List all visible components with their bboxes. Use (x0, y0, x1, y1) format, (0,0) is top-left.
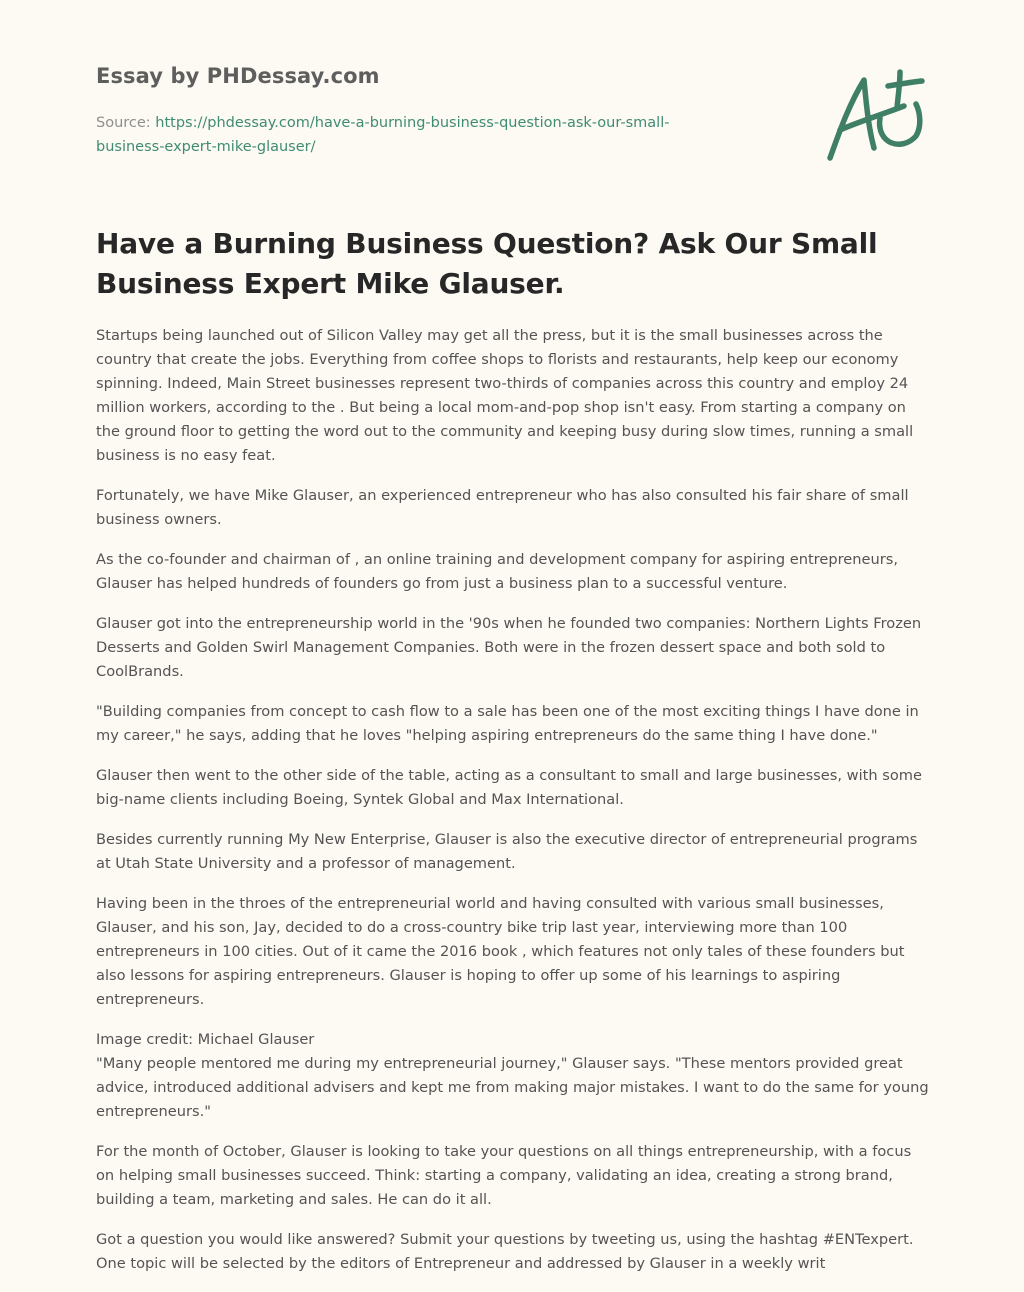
paragraph: "Many people mentored me during my entrepreneurial journey," Glauser says. "These mentors provided great advice, introduced additional advisers and kept me from making major mistakes. I want to do the same for young entrepreneurs." (96, 1055, 929, 1120)
paragraph: Got a question you would like answered? Submit your questions by tweeting us, using the hashtag #ENTexpert. One topic will be selected by the editors of Entrepreneur and addressed by Glauser in a weekly writ (96, 1231, 914, 1272)
a-plus-logo-icon (818, 66, 928, 166)
paragraph: "Building companies from concept to cash flow to a sale has been one of the most exciting things I have done in my career," he says, adding that he loves "helping aspiring entrepreneurs do the same thing I have done." (96, 703, 919, 744)
paragraph: Glauser got into the entrepreneurship world in the '90s when he founded two companies: Northern Lights Frozen Desserts and Golden Swirl Management Companies. Both were in the frozen dessert space and both sold to CoolBrands. (96, 615, 922, 680)
paragraph: Having been in the throes of the entrepreneurial world and having consulted with various small businesses, Glauser, and his son, Jay, decided to do a cross-country bike trip last year, interviewing more than 100 entrepreneurs in 100 cities. Out of it came the 2016 book , which features not only tales of these founders but also lessons for aspiring entrepreneurs. Glauser is hoping to offer up some of his learnings to aspiring entrepreneurs. (96, 895, 905, 1008)
source-label: Source: (96, 115, 151, 131)
source-line (96, 111, 736, 159)
source-link-line2: business-expert-mike-glauser/ (96, 139, 316, 155)
image-credit: Image credit: Michael Glauser (96, 1031, 315, 1048)
essay-title: Have a Burning Business Question? Ask Our Small Business Expert Mike Glauser. (96, 227, 878, 300)
essay-body (96, 324, 932, 1292)
source-link-line1: https://phdessay.com/have-a-burning-business-question-ask-our-small- (155, 115, 670, 131)
paragraph: For the month of October, Glauser is looking to take your questions on all things entrepreneurship, with a focus on helping small businesses succeed. Think: starting a company, validating an idea, creating a strong brand, building a team, marketing and sales. He can do it all. (96, 1143, 912, 1208)
source-link[interactable] (96, 115, 669, 155)
paragraph: Glauser then went to the other side of the table, acting as a consultant to small and large businesses, with some big-name clients including Boeing, Syntek Global and Max International. (96, 767, 922, 808)
paragraph: As the co-founder and chairman of , an online training and development company for aspiring entrepreneurs, Glauser has helped hundreds of founders go from just a business plan to a successful venture. (96, 551, 898, 592)
paragraph: Fortunately, we have Mike Glauser, an experienced entrepreneur who has also consulted his fair share of small business owners. (96, 487, 909, 528)
paragraph: Startups being launched out of Silicon Valley may get all the press, but it is the small businesses across the country that create the jobs. Everything from coffee shops to florists and restaurants, help keep our economy spinning. Indeed, Main Street businesses represent two-thirds of companies across this country and employ 24 million workers, according to the . But being a local mom-and-pop shop isn't easy. From starting a company on the ground floor to getting the word out to the community and keeping busy during slow times, running a small business is no easy feat. (96, 327, 914, 464)
paragraph: Besides currently running My New Enterprise, Glauser is also the executive director of entrepreneurial programs at Utah State University and a professor of management. (96, 831, 918, 872)
site-title: Essay by PHDessay.com (96, 64, 380, 88)
